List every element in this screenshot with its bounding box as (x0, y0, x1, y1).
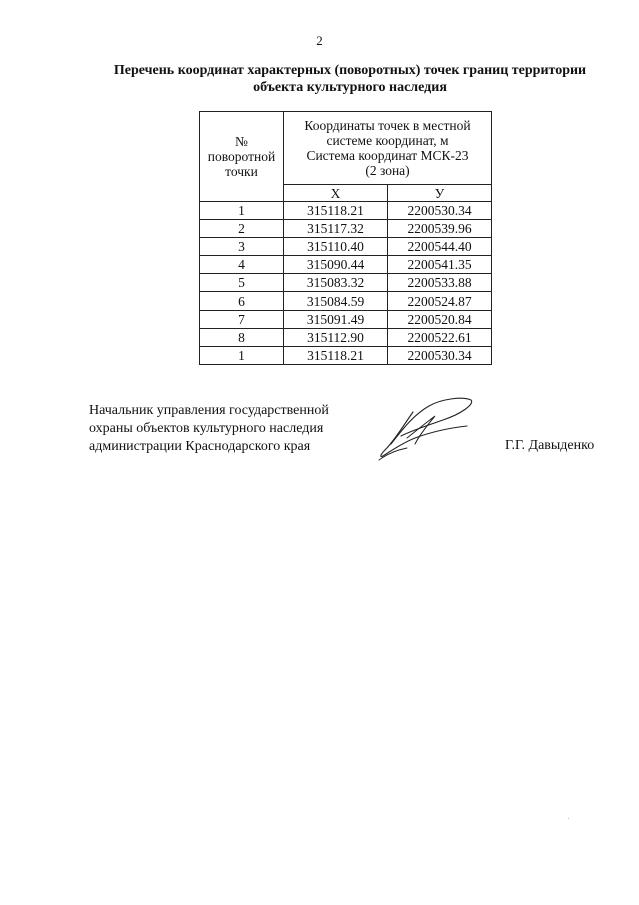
cell-y: 2200539.96 (388, 220, 492, 238)
cell-x: 315084.59 (284, 292, 388, 310)
signatory-line: Начальник управления государственной (89, 403, 329, 418)
signatory-line: охраны объектов культурного наследия (89, 421, 324, 436)
cell-y: 2200522.61 (388, 328, 492, 346)
cell-x: 315118.21 (284, 202, 388, 220)
cell-y: 2200544.40 (388, 238, 492, 256)
table-row (200, 346, 492, 364)
table-row (200, 220, 492, 238)
cell-x: 315117.32 (284, 220, 388, 238)
header-point-line: поворотной (207, 149, 276, 164)
cell-x: 315090.44 (284, 256, 388, 274)
cell-x: 315083.32 (284, 274, 388, 292)
header-point-line: № (235, 134, 248, 149)
header-x: Х (284, 185, 388, 202)
coordinates-table (199, 111, 492, 365)
title-line-2: объекта культурного наследия (253, 80, 447, 95)
cell-x: 315118.21 (284, 346, 388, 364)
cell-y: 2200533.88 (388, 274, 492, 292)
header-point-number (200, 112, 284, 202)
header-y: У (388, 185, 492, 202)
table-row (200, 202, 492, 220)
cell-point: 1 (200, 346, 284, 364)
cell-y: 2200530.34 (388, 346, 492, 364)
table-row (200, 310, 492, 328)
handwritten-signature (371, 392, 483, 464)
cell-x: 315091.49 (284, 310, 388, 328)
cell-point: 3 (200, 238, 284, 256)
table-row (200, 292, 492, 310)
document-title (80, 62, 620, 96)
table-row (200, 274, 492, 292)
cell-point: 4 (200, 256, 284, 274)
header-system-line: Координаты точек в местной (304, 118, 471, 133)
cell-point: 8 (200, 328, 284, 346)
header-system-line: системе координат, м (326, 133, 449, 148)
cell-point: 2 (200, 220, 284, 238)
cell-point: 6 (200, 292, 284, 310)
header-coordinate-system (284, 112, 492, 185)
cell-y: 2200541.35 (388, 256, 492, 274)
table-row (200, 238, 492, 256)
cell-y: 2200524.87 (388, 292, 492, 310)
cell-x: 315112.90 (284, 328, 388, 346)
signatory-name: Г.Г. Давыденко (505, 438, 595, 453)
cell-point: 5 (200, 274, 284, 292)
table-row (200, 256, 492, 274)
header-system-line: Система координат МСК-23 (306, 148, 469, 163)
signatory-line: администрации Краснодарского края (89, 439, 311, 454)
signatory-position (89, 402, 329, 456)
cell-point: 1 (200, 202, 284, 220)
page-number: 2 (316, 33, 323, 48)
header-system-line: (2 зона) (365, 163, 410, 178)
cell-point: 7 (200, 310, 284, 328)
cell-y: 2200530.34 (388, 202, 492, 220)
cell-y: 2200520.84 (388, 310, 492, 328)
title-line-1: Перечень координат характерных (поворотных) точек границ территории (113, 63, 587, 78)
scan-speck (568, 818, 569, 819)
cell-x: 315110.40 (284, 238, 388, 256)
header-point-line: точки (225, 164, 258, 179)
table-row (200, 328, 492, 346)
